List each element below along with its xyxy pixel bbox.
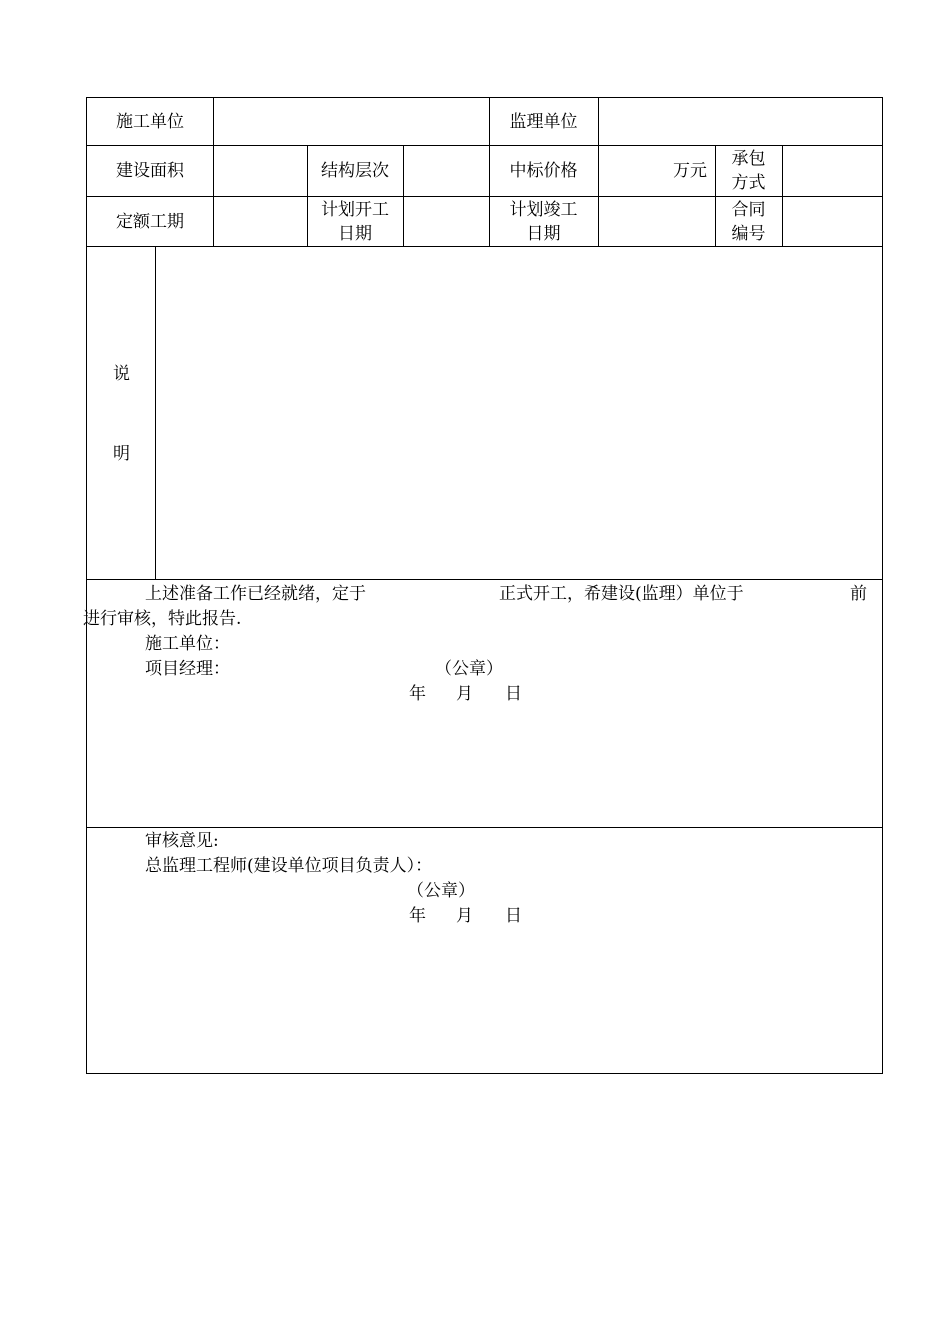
field-building-area[interactable] bbox=[214, 146, 307, 196]
application-form bbox=[83, 97, 883, 1074]
field-structure-floors[interactable] bbox=[404, 146, 489, 196]
price-unit: 万元 bbox=[673, 161, 707, 181]
label-plan-finish-line1: 计划竣工 bbox=[509, 199, 578, 220]
label-structure-floors: 结构层次 bbox=[321, 161, 389, 181]
field-quota-period[interactable] bbox=[214, 197, 307, 246]
notes-field[interactable] bbox=[156, 247, 882, 579]
label-contract-no-line2: 编号 bbox=[731, 223, 766, 244]
review-opinion-label: 审核意见: bbox=[145, 831, 219, 851]
label-plan-start bbox=[307, 197, 403, 246]
report-line1-part1: 上述准备工作已经就绪，定于 bbox=[145, 584, 366, 604]
report-line1-part3: 前 bbox=[850, 584, 867, 604]
label-construction-unit: 施工单位 bbox=[116, 111, 184, 132]
review-year: 年 bbox=[409, 906, 426, 926]
field-contract-no[interactable] bbox=[783, 197, 882, 246]
review-day: 日 bbox=[505, 906, 522, 926]
report-month: 月 bbox=[456, 684, 473, 704]
label-bid-price: 中标价格 bbox=[509, 161, 578, 181]
row-divider bbox=[87, 827, 882, 828]
field-plan-start[interactable] bbox=[404, 197, 489, 246]
field-bid-price[interactable] bbox=[599, 146, 715, 196]
report-seal: （公章） bbox=[435, 659, 503, 679]
report-day: 日 bbox=[505, 684, 522, 704]
report-line1-part2: 正式开工，希建设(监理）单位于 bbox=[499, 584, 744, 604]
field-construction-unit[interactable] bbox=[214, 98, 489, 145]
review-month: 月 bbox=[456, 906, 473, 926]
label-supervision-unit: 监理单位 bbox=[509, 111, 578, 132]
label-plan-start-line1: 计划开工 bbox=[321, 199, 389, 220]
label-quota-period: 定额工期 bbox=[116, 211, 184, 232]
label-building-area: 建设面积 bbox=[116, 161, 184, 181]
label-plan-start-line2: 日期 bbox=[338, 223, 372, 244]
field-contract-mode[interactable] bbox=[783, 146, 882, 196]
field-supervision-unit[interactable] bbox=[599, 98, 882, 145]
review-engineer-label: 总监理工程师(建设单位项目负责人）： bbox=[145, 856, 433, 876]
label-contract-mode-line2: 方式 bbox=[731, 173, 766, 193]
report-manager-label: 项目经理： bbox=[145, 659, 230, 679]
notes-label-char2: 明 bbox=[113, 444, 130, 464]
notes-label-char1: 说 bbox=[113, 364, 130, 384]
report-line2: 进行审核，特此报告. bbox=[83, 609, 242, 629]
label-contract-no-line1: 合同 bbox=[731, 199, 766, 220]
row-divider bbox=[87, 579, 882, 580]
label-plan-finish-line2: 日期 bbox=[526, 223, 561, 244]
label-contract-mode bbox=[715, 146, 782, 196]
label-plan-finish bbox=[489, 197, 598, 246]
review-seal: （公章） bbox=[407, 881, 475, 901]
label-contract-mode-line1: 承包 bbox=[731, 149, 766, 169]
report-unit-label: 施工单位： bbox=[145, 634, 230, 654]
label-contract-no bbox=[715, 197, 782, 246]
report-year: 年 bbox=[409, 684, 426, 704]
field-plan-finish[interactable] bbox=[599, 197, 715, 246]
